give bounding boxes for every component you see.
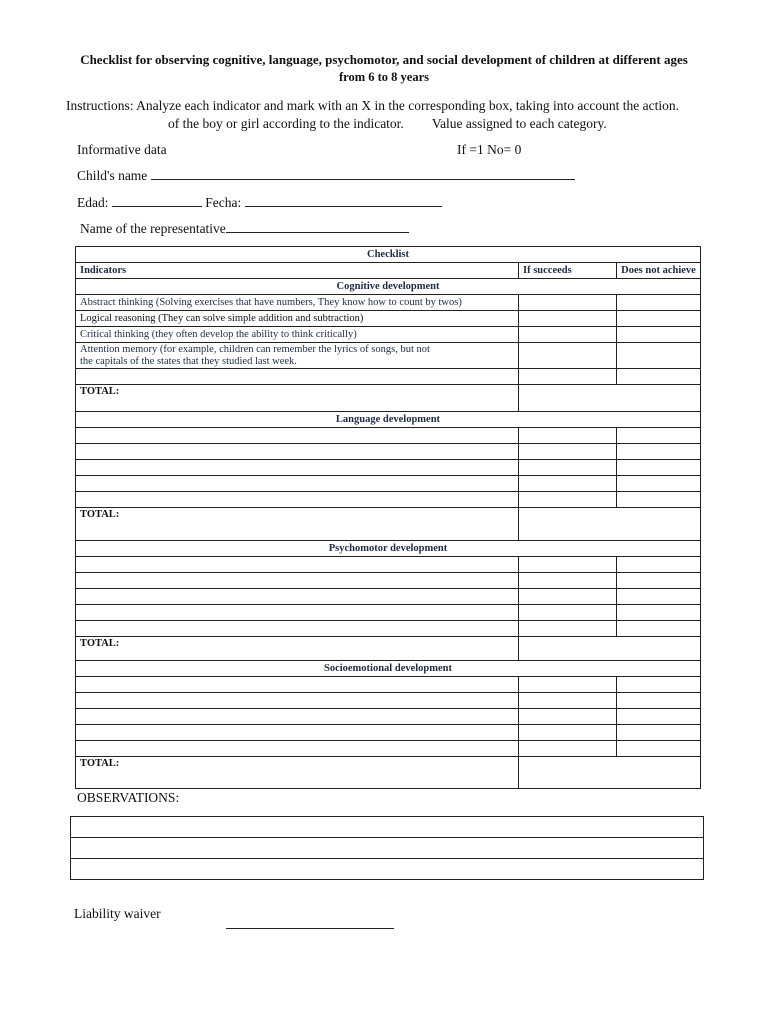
- not-achieve-cell[interactable]: [617, 741, 701, 757]
- informative-data-label: Informative data: [77, 142, 167, 157]
- date-field[interactable]: [245, 194, 442, 207]
- not-achieve-cell[interactable]: [617, 369, 701, 385]
- total-label: TOTAL:: [76, 508, 519, 541]
- section-title-socioemotional: Socioemotional development: [76, 661, 701, 677]
- table-row: [76, 476, 701, 492]
- indicator-logical-reasoning: Logical reasoning (They can solve simple addition and subtraction): [76, 311, 519, 327]
- not-achieve-cell[interactable]: [617, 476, 701, 492]
- not-achieve-cell[interactable]: [617, 557, 701, 573]
- not-achieve-header: Does not achieve: [617, 263, 701, 279]
- not-achieve-cell[interactable]: [617, 589, 701, 605]
- instructions-line-2: [168, 116, 607, 132]
- section-title-cognitive: Cognitive development: [76, 279, 701, 295]
- checklist-title: Checklist: [76, 247, 701, 263]
- not-achieve-cell[interactable]: [617, 621, 701, 637]
- succeeds-cell[interactable]: [519, 476, 617, 492]
- table-row: [76, 460, 701, 476]
- age-label: Edad:: [77, 195, 109, 210]
- not-achieve-cell[interactable]: [617, 693, 701, 709]
- child-name-row: [77, 167, 575, 184]
- total-label: TOTAL:: [76, 637, 519, 661]
- table-row: [76, 369, 701, 385]
- not-achieve-cell[interactable]: [617, 677, 701, 693]
- table-row: [76, 428, 701, 444]
- not-achieve-cell[interactable]: [617, 295, 701, 311]
- table-row: [76, 444, 701, 460]
- age-field[interactable]: [112, 194, 202, 207]
- table-row: [76, 343, 701, 369]
- indicator-attention-memory: [76, 343, 519, 369]
- total-row: [76, 757, 701, 789]
- child-name-field[interactable]: [151, 167, 575, 180]
- table-row: [76, 605, 701, 621]
- indicator-cell[interactable]: [76, 444, 519, 460]
- table-row: [76, 725, 701, 741]
- total-row: [76, 508, 701, 541]
- indicator-cell[interactable]: [76, 709, 519, 725]
- observation-line[interactable]: [71, 859, 704, 880]
- indicator-attention-memory-line1: Attention memory (for example, children can remember the lyrics of songs, but not: [80, 343, 430, 355]
- representative-field[interactable]: [226, 220, 409, 233]
- liability-waiver-label: Liability waiver: [74, 906, 161, 921]
- total-cell[interactable]: [519, 637, 701, 661]
- date-label: Fecha:: [205, 195, 242, 210]
- scale-label: If =1 No= 0: [457, 142, 522, 157]
- indicator-cell[interactable]: [76, 460, 519, 476]
- table-row: [76, 573, 701, 589]
- succeeds-cell[interactable]: [519, 343, 617, 369]
- succeeds-cell[interactable]: [519, 741, 617, 757]
- age-date-row: [77, 194, 442, 211]
- succeeds-cell[interactable]: [519, 428, 617, 444]
- table-row: [76, 677, 701, 693]
- succeeds-cell[interactable]: [519, 573, 617, 589]
- succeeds-cell[interactable]: [519, 605, 617, 621]
- not-achieve-cell[interactable]: [617, 343, 701, 369]
- indicator-cell[interactable]: [76, 741, 519, 757]
- document-subtitle: from 6 to 8 years: [338, 70, 430, 84]
- succeeds-cell[interactable]: [519, 557, 617, 573]
- succeeds-cell[interactable]: [519, 311, 617, 327]
- succeeds-header: If succeeds: [519, 263, 617, 279]
- succeeds-cell[interactable]: [519, 295, 617, 311]
- instructions-line-2-text: of the boy or girl according to the indicator.: [168, 116, 404, 131]
- table-row: [76, 492, 701, 508]
- indicator-critical-thinking: Critical thinking (they often develop the ability to think critically): [76, 327, 519, 343]
- total-row: [76, 637, 701, 661]
- indicator-cell[interactable]: [76, 677, 519, 693]
- representative-row: [80, 220, 409, 237]
- indicator-cell[interactable]: [76, 557, 519, 573]
- table-row: [76, 693, 701, 709]
- indicator-cell[interactable]: [76, 605, 519, 621]
- table-row: [76, 741, 701, 757]
- succeeds-cell[interactable]: [519, 369, 617, 385]
- succeeds-cell[interactable]: [519, 492, 617, 508]
- indicator-cell[interactable]: [76, 492, 519, 508]
- indicator-cell[interactable]: [76, 476, 519, 492]
- succeeds-cell[interactable]: [519, 444, 617, 460]
- indicator-cell[interactable]: [76, 621, 519, 637]
- succeeds-cell[interactable]: [519, 677, 617, 693]
- not-achieve-cell[interactable]: [617, 444, 701, 460]
- representative-label: Name of the representative: [80, 221, 226, 236]
- observations-table: [70, 816, 704, 880]
- section-title-psychomotor: Psychomotor development: [76, 541, 701, 557]
- value-category-text: Value assigned to each category.: [431, 116, 607, 131]
- succeeds-cell[interactable]: [519, 709, 617, 725]
- instructions-line-1: Instructions: Analyze each indicator and mark with an X in the corresponding box, taking into account the action.: [66, 98, 679, 113]
- indicators-header: Indicators: [76, 263, 519, 279]
- indicator-cell[interactable]: [76, 693, 519, 709]
- table-row: [76, 709, 701, 725]
- total-cell[interactable]: [519, 385, 701, 412]
- signature-line[interactable]: [226, 928, 394, 929]
- table-row: [76, 621, 701, 637]
- indicator-abstract-thinking: Abstract thinking (Solving exercises that have numbers, They know how to count by twos): [76, 295, 519, 311]
- succeeds-cell[interactable]: [519, 589, 617, 605]
- succeeds-cell[interactable]: [519, 327, 617, 343]
- not-achieve-cell[interactable]: [617, 573, 701, 589]
- succeeds-cell[interactable]: [519, 460, 617, 476]
- not-achieve-cell[interactable]: [617, 311, 701, 327]
- section-title-language: Language development: [76, 412, 701, 428]
- document-title: Checklist for observing cognitive, language, psychomotor, and social development of children at different ages: [80, 52, 688, 67]
- observation-line[interactable]: [71, 838, 704, 859]
- not-achieve-cell[interactable]: [617, 327, 701, 343]
- table-row: [76, 295, 701, 311]
- table-row: [76, 311, 701, 327]
- total-row: [76, 385, 701, 412]
- succeeds-cell[interactable]: [519, 621, 617, 637]
- observation-line[interactable]: [71, 817, 704, 838]
- not-achieve-cell[interactable]: [617, 709, 701, 725]
- not-achieve-cell[interactable]: [617, 605, 701, 621]
- total-cell[interactable]: [519, 508, 701, 541]
- observations-label: OBSERVATIONS:: [77, 790, 180, 805]
- not-achieve-cell[interactable]: [617, 428, 701, 444]
- total-label: TOTAL:: [76, 757, 519, 789]
- succeeds-cell[interactable]: [519, 693, 617, 709]
- table-row: [76, 327, 701, 343]
- total-label: TOTAL:: [76, 385, 519, 412]
- indicator-cell[interactable]: [76, 369, 519, 385]
- checklist-table: [75, 246, 701, 789]
- indicator-attention-memory-line2: the capitals of the states that they studied last week.: [80, 355, 297, 367]
- indicator-cell[interactable]: [76, 725, 519, 741]
- table-row: [76, 557, 701, 573]
- indicator-cell[interactable]: [76, 428, 519, 444]
- total-cell[interactable]: [519, 757, 701, 789]
- indicator-cell[interactable]: [76, 589, 519, 605]
- not-achieve-cell[interactable]: [617, 460, 701, 476]
- not-achieve-cell[interactable]: [617, 492, 701, 508]
- not-achieve-cell[interactable]: [617, 725, 701, 741]
- child-name-label: Child's name: [77, 168, 148, 183]
- indicator-cell[interactable]: [76, 573, 519, 589]
- table-row: [76, 589, 701, 605]
- succeeds-cell[interactable]: [519, 725, 617, 741]
